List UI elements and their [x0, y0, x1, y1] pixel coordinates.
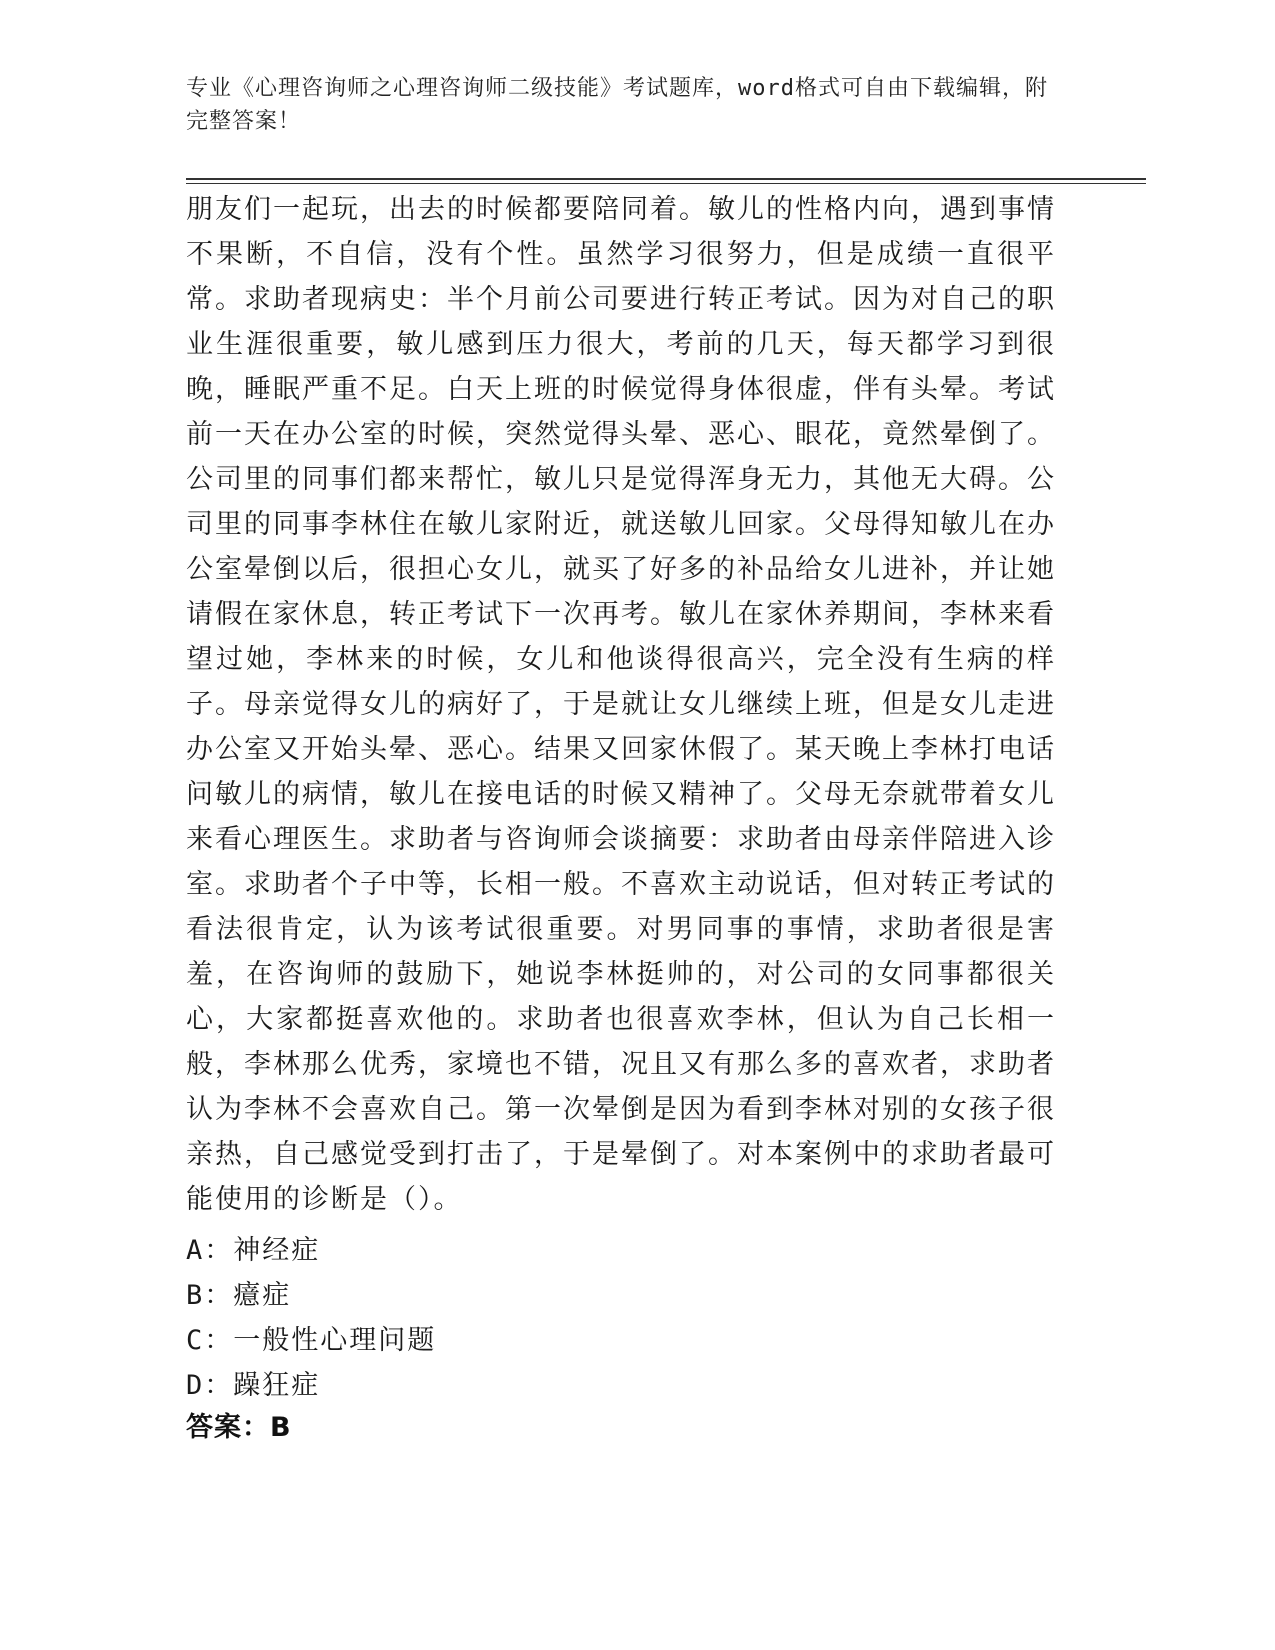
option-a: A：神经症: [186, 1235, 321, 1266]
header-divider: [186, 178, 1146, 180]
answer-line: 答案：B: [186, 1412, 292, 1443]
option-c: C：一般性心理问题: [186, 1325, 437, 1356]
option-d: D：躁狂症: [186, 1370, 321, 1401]
header-title: 专业《心理咨询师之心理咨询师二级技能》考试题库，word格式可自由下载编辑，附完整答案！: [186, 76, 1048, 134]
page-header: [186, 72, 1056, 138]
answer-options: [186, 1228, 1056, 1408]
option-b: B：癔症: [186, 1280, 292, 1311]
question-stem: 朋友们一起玩，出去的时候都要陪同着。敏儿的性格内向，遇到事情不果断，不自信，没有个性。虽然学习很努力，但是成绩一直很平常。求助者现病史：半个月前公司要进行转正考试。因为对自己的职业生涯很重要，敏儿感到压力很大，考前的几天，每天都学习到很晚，睡眠严重不足。白天上班的时候觉得身体很虚，伴有头晕。考试前一天在办公室的时候，突然觉得头晕、恶心、眼花，竟然晕倒了。公司里的同事们都来帮忙，敏儿只是觉得浑身无力，其他无大碍。公司里的同事李林住在敏儿家附近，就送敏儿回家。父母得知敏儿在办公室晕倒以后，很担心女儿，就买了好多的补品给女儿进补，并让她请假在家休息，转正考试下一次再考。敏儿在家休养期间，李林来看望过她，李林来的时候，女儿和他谈得很高兴，完全没有生病的样子。母亲觉得女儿的病好了，于是就让女儿继续上班，但是女儿走进办公室又开始头晕、恶心。结果又回家休假了。某天晚上李林打电话问敏儿的病情，敏儿在接电话的时候又精神了。父母无奈就带着女儿来看心理医生。求助者与咨询师会谈摘要：求助者由母亲伴陪进入诊室。求助者个子中等，长相一般。不喜欢主动说话，但对转正考试的看法很肯定，认为该考试很重要。对男同事的事情，求助者很是害羞，在咨询师的鼓励下，她说李林挺帅的，对公司的女同事都很关心，大家都挺喜欢他的。求助者也很喜欢李林，但认为自己长相一般，李林那么优秀，家境也不错，况且又有那么多的喜欢者，求助者认为李林不会喜欢自己。第一次晕倒是因为看到李林对别的女孩子很亲热，自己感觉受到打击了，于是晕倒了。对本案例中的求助者最可能使用的诊断是（）。: [186, 194, 1056, 1215]
